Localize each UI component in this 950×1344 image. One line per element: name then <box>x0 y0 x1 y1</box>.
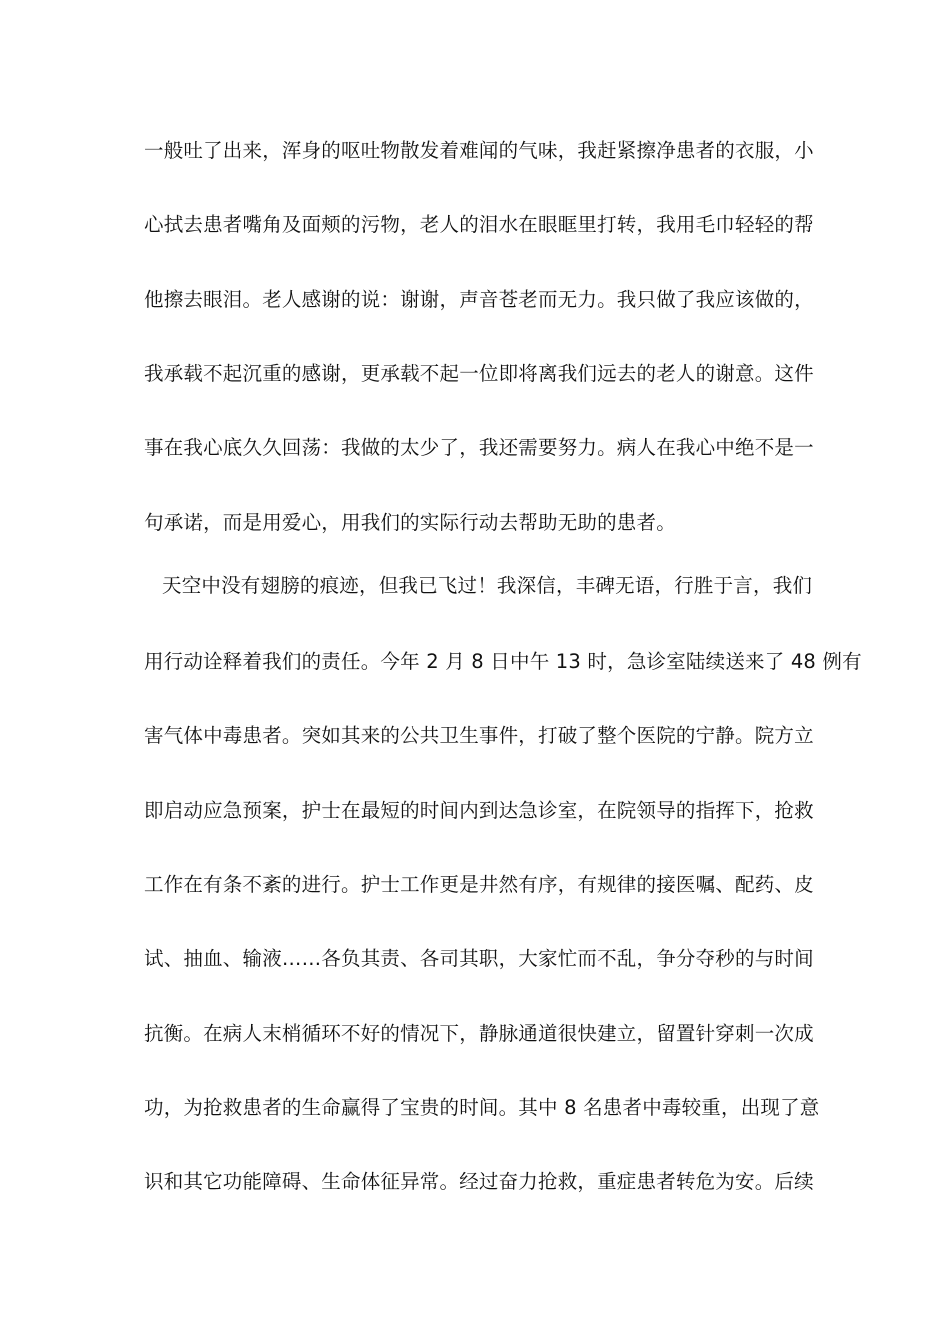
text-line: 一般吐了出来，浑身的呕吐物散发着难闻的气味，我赶紧擦净患者的衣服，小 <box>144 139 814 162</box>
text-line: 用行动诠释着我们的责任。今年 2 月 8 日中午 13 时，急诊室陆续送来了 48 例有 <box>144 650 862 673</box>
text-line: 害气体中毒患者。突如其来的公共卫生事件，打破了整个医院的宁静。院方立 <box>144 724 814 747</box>
text-line: 事在我心底久久回荡：我做的太少了，我还需要努力。病人在我心中绝不是一 <box>144 436 814 459</box>
text-line: 即启动应急预案，护士在最短的时间内到达急诊室，在院领导的指挥下，抢救 <box>144 799 814 822</box>
paragraph-first-line: 天空中没有翅膀的痕迹，但我已飞过！我深信，丰碑无语，行胜于言，我们 <box>162 574 813 597</box>
text-line: 功，为抢救患者的生命赢得了宝贵的时间。其中 8 名患者中毒较重，出现了意 <box>144 1096 820 1119</box>
text-line: 心拭去患者嘴角及面颊的污物，老人的泪水在眼眶里打转，我用毛巾轻轻的帮 <box>144 213 814 236</box>
text-line: 他擦去眼泪。老人感谢的说：谢谢，声音苍老而无力。我只做了我应该做的， <box>144 288 814 311</box>
text-line: 试、抽血、输液……各负其责、各司其职，大家忙而不乱，争分夺秒的与时间 <box>144 947 814 970</box>
text-line: 工作在有条不紊的进行。护士工作更是井然有序，有规律的接医嘱、配药、皮 <box>144 873 814 896</box>
text-line: 我承载不起沉重的感谢，更承载不起一位即将离我们远去的老人的谢意。这件 <box>144 362 814 385</box>
text-line: 识和其它功能障碍、生命体征异常。经过奋力抢救，重症患者转危为安。后续 <box>144 1170 814 1193</box>
text-line: 抗衡。在病人末梢循环不好的情况下，静脉通道很快建立，留置针穿刺一次成 <box>144 1022 814 1045</box>
text-line: 句承诺，而是用爱心，用我们的实际行动去帮助无助的患者。 <box>144 511 676 534</box>
